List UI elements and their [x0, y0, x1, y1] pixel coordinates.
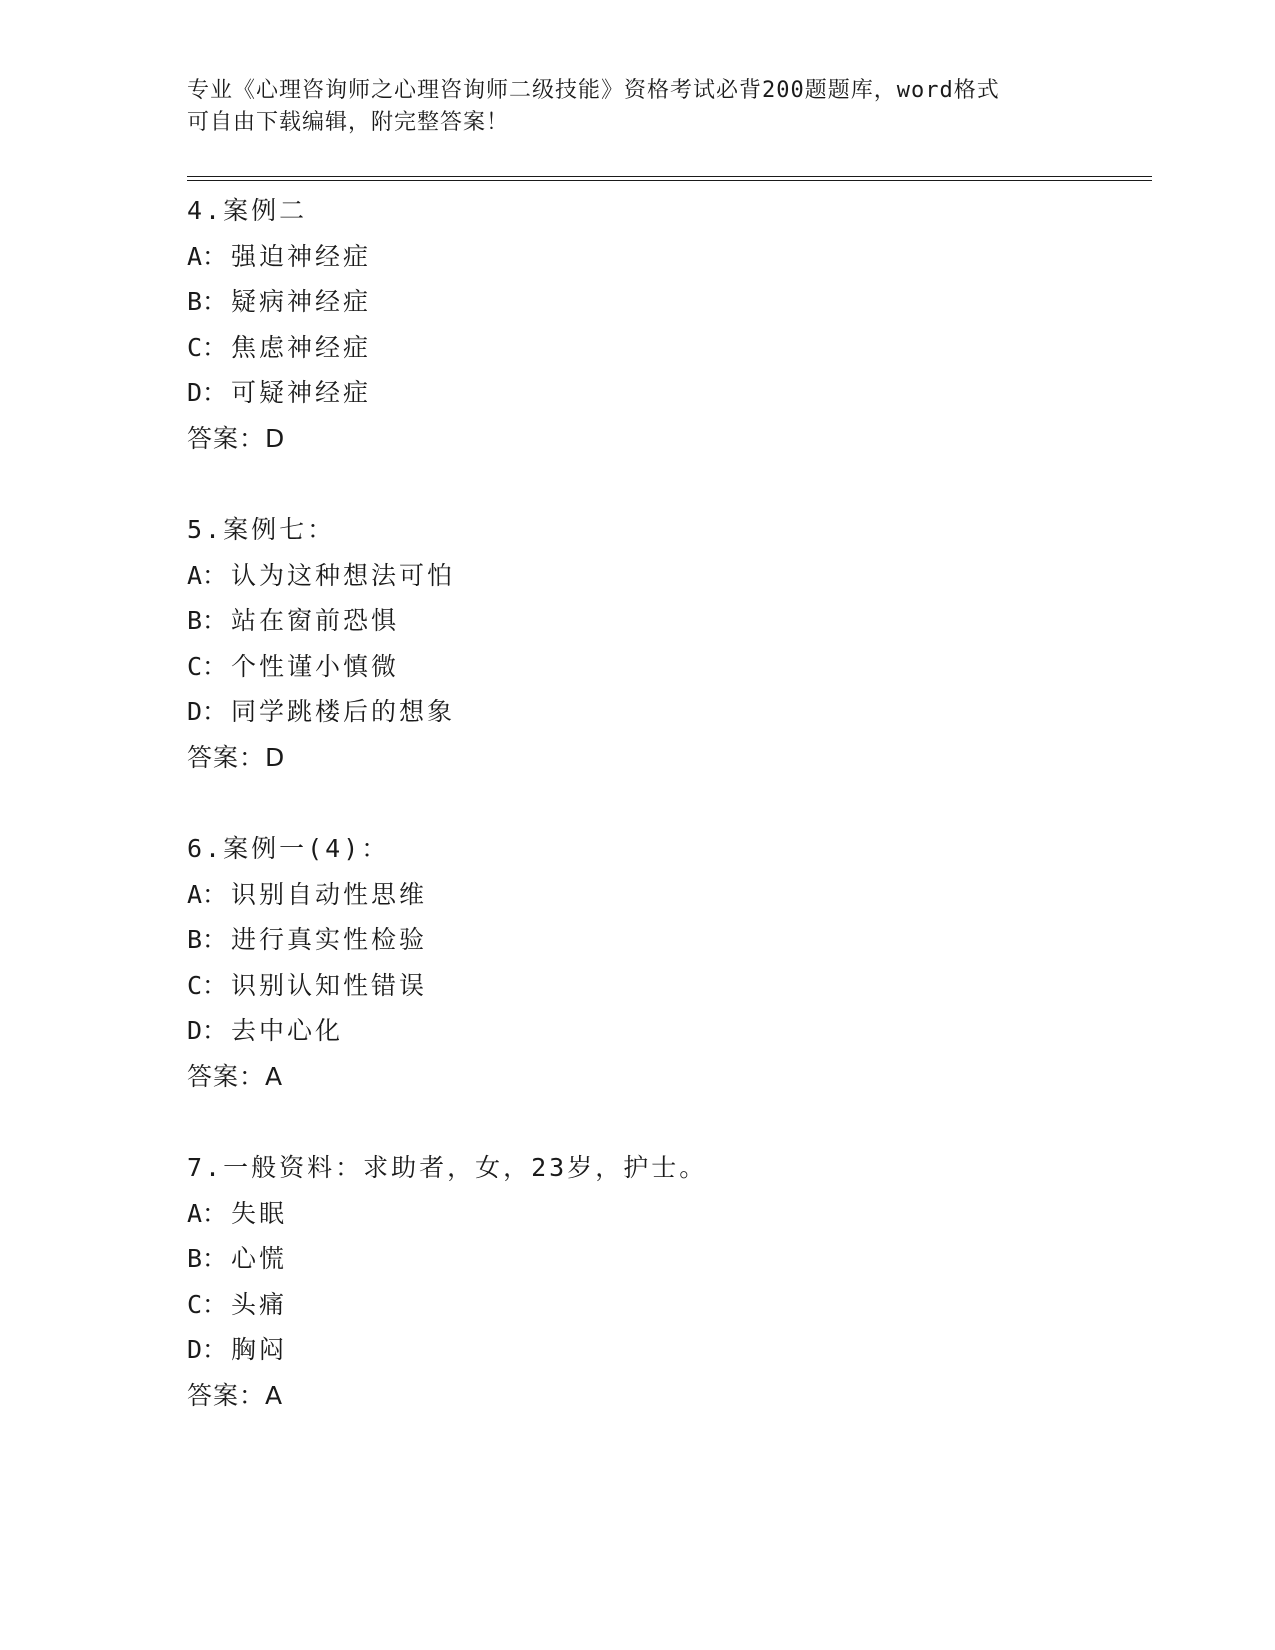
option-letter: B：: [187, 1244, 228, 1273]
option-letter: A：: [187, 241, 228, 271]
option-d: [187, 1008, 1147, 1054]
header-divider-top: [187, 176, 1152, 177]
question-7: [187, 1145, 1147, 1418]
question-4: [187, 188, 1147, 461]
option-text: 疑病神经症: [231, 287, 372, 316]
option-letter: C：: [187, 332, 228, 362]
option-text: 站在窗前恐惧: [231, 606, 400, 635]
option-b: [187, 1236, 1147, 1282]
option-text: 焦虑神经症: [231, 332, 372, 362]
option-text: 识别自动性思维: [231, 879, 428, 909]
option-letter: C：: [187, 1289, 228, 1319]
option-text: 识别认知性错误: [231, 970, 428, 1000]
option-c: [187, 1282, 1147, 1328]
option-text: 头痛: [231, 1289, 288, 1319]
option-text: 失眠: [231, 1198, 288, 1228]
option-a: [187, 234, 1147, 280]
question-stem: 5.案例七：: [187, 515, 336, 544]
option-letter: A：: [187, 560, 228, 590]
option-d: [187, 370, 1147, 416]
option-letter: B：: [187, 287, 228, 316]
option-letter: D：: [187, 1016, 228, 1045]
option-text: 心慌: [231, 1244, 288, 1273]
option-text: 强迫神经症: [231, 241, 372, 271]
option-b: [187, 598, 1147, 644]
option-text: 同学跳楼后的想象: [231, 697, 456, 726]
answer-line: 答案：A: [187, 1061, 284, 1091]
option-letter: C：: [187, 651, 228, 681]
option-a: [187, 872, 1147, 918]
answer-line: 答案：A: [187, 1380, 284, 1410]
header-title-line-2: 可自由下载编辑，附完整答案！: [187, 110, 510, 135]
option-text: 进行真实性检验: [231, 925, 428, 954]
answer-line: 答案：D: [187, 423, 286, 453]
header-title-line-1: 专业《心理咨询师之心理咨询师二级技能》资格考试必背200题题库，word格式: [187, 78, 1000, 103]
option-a: [187, 553, 1147, 599]
option-text: 胸闷: [231, 1335, 288, 1364]
option-letter: C：: [187, 970, 228, 1000]
header-divider-bottom: [187, 180, 1152, 181]
option-text: 可疑神经症: [231, 378, 372, 407]
option-letter: D：: [187, 378, 228, 407]
option-letter: B：: [187, 606, 228, 635]
option-letter: A：: [187, 1198, 228, 1228]
question-stem: 7.一般资料：求助者，女，23岁，护士。: [187, 1153, 708, 1182]
question-stem: 4.案例二: [187, 196, 308, 225]
option-c: [187, 325, 1147, 371]
question-5: [187, 507, 1147, 780]
option-letter: B：: [187, 925, 228, 954]
option-letter: D：: [187, 697, 228, 726]
question-list: [187, 188, 1147, 1418]
option-text: 认为这种想法可怕: [231, 560, 456, 590]
option-a: [187, 1191, 1147, 1237]
option-d: [187, 1327, 1147, 1373]
option-d: [187, 689, 1147, 735]
answer-line: 答案：D: [187, 742, 286, 772]
document-header: [187, 75, 1087, 139]
option-c: [187, 963, 1147, 1009]
question-stem: 6.案例一(4)：: [187, 834, 390, 863]
option-letter: D：: [187, 1335, 228, 1364]
question-6: [187, 826, 1147, 1099]
option-text: 个性谨小慎微: [231, 651, 400, 681]
option-text: 去中心化: [231, 1016, 344, 1045]
option-b: [187, 917, 1147, 963]
option-c: [187, 644, 1147, 690]
option-letter: A：: [187, 879, 228, 909]
option-b: [187, 279, 1147, 325]
